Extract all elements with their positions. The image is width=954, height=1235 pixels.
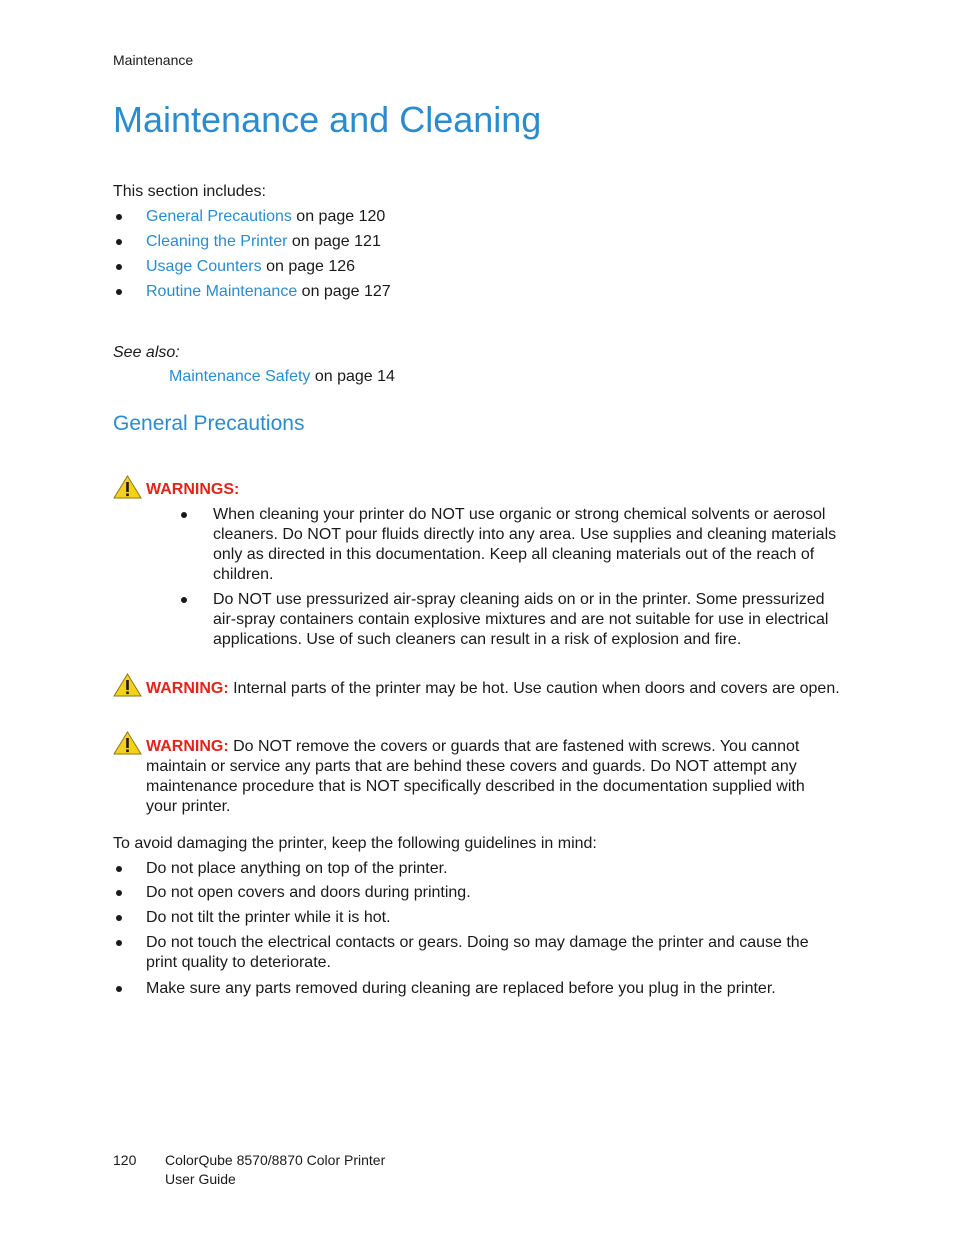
bullet — [116, 866, 122, 872]
warnings-label: WARNINGS: — [146, 481, 240, 498]
page-ref: on page 14 — [310, 368, 395, 385]
toc-link-cleaning-the-printer[interactable]: Cleaning the Printer — [146, 233, 288, 250]
toc-link-general-precautions[interactable]: General Precautions — [146, 208, 292, 225]
see-also-link[interactable]: Maintenance Safety — [169, 368, 311, 385]
intro-text: This section includes: — [113, 183, 266, 200]
bullet — [116, 890, 122, 896]
warning-icon — [113, 475, 142, 499]
list-item — [146, 207, 385, 227]
bullet — [116, 940, 122, 946]
bullet — [116, 986, 122, 992]
see-also-ref — [169, 367, 395, 387]
warning-icon — [113, 731, 142, 755]
bullet — [181, 597, 187, 603]
toc-link-routine-maintenance[interactable]: Routine Maintenance — [146, 283, 298, 300]
warning-label: WARNING: — [146, 680, 229, 697]
page-ref: on page 126 — [261, 258, 356, 275]
list-item: Do not touch the electrical contacts or gears. Doing so may damage the printer and cause the print quality to deteriorate. — [146, 934, 809, 971]
bullet — [116, 214, 122, 220]
warning-label: WARNING: — [146, 738, 229, 755]
bullet — [181, 512, 187, 518]
page-ref: on page 120 — [291, 208, 386, 225]
guidelines-intro: To avoid damaging the printer, keep the following guidelines in mind: — [113, 835, 597, 852]
toc-link-usage-counters[interactable]: Usage Counters — [146, 258, 262, 275]
page-number: 120 — [113, 1152, 137, 1168]
see-also-label: See also: — [113, 344, 180, 361]
warning-covers — [146, 737, 826, 817]
footer-product: ColorQube 8570/8870 Color Printer — [165, 1152, 386, 1168]
warning-text: Internal parts of the printer may be hot. Use caution when doors and covers are open. — [228, 680, 840, 697]
running-head: Maintenance — [113, 52, 194, 68]
page-ref: on page 121 — [287, 233, 381, 250]
warning-item: When cleaning your printer do NOT use organic or strong chemical solvents or aerosol cleaners. Do NOT pour fluids directly into any area. Use supplies and cleaning materials only as directed in this documentation. Keep all cleaning materials out of the reach of children. — [213, 506, 837, 583]
section-heading: General Precautions — [113, 412, 305, 435]
list-item — [146, 232, 381, 252]
list-item: Make sure any parts removed during cleaning are replaced before you plug in the printer. — [146, 980, 776, 997]
footer-guide: User Guide — [165, 1171, 236, 1187]
list-item — [146, 257, 355, 277]
list-item: Do not place anything on top of the printer. — [146, 860, 448, 877]
page-title: Maintenance and Cleaning — [113, 99, 542, 140]
page-ref: on page 127 — [297, 283, 391, 300]
bullet — [116, 289, 122, 295]
warning-hot — [146, 679, 856, 699]
list-item — [146, 282, 391, 302]
bullet — [116, 915, 122, 921]
bullet — [116, 264, 122, 270]
warning-icon — [113, 673, 142, 697]
bullet — [116, 239, 122, 245]
list-item: Do not open covers and doors during printing. — [146, 884, 471, 901]
warning-item: Do NOT use pressurized air-spray cleaning aids on or in the printer. Some pressurized air-spray containers contain explosive mixtures and are not suitable for use in electrical applications. Use of such cleaners can result in a risk of explosion and fire. — [213, 591, 829, 648]
warning-text: Do NOT remove the covers or guards that are fastened with screws. You cannot maintain or service any parts that are behind these covers and guards. Do NOT attempt any maintenance procedure that is NOT specifically described in the documentation supplied with your printer. — [146, 738, 805, 815]
list-item: Do not tilt the printer while it is hot. — [146, 909, 391, 926]
